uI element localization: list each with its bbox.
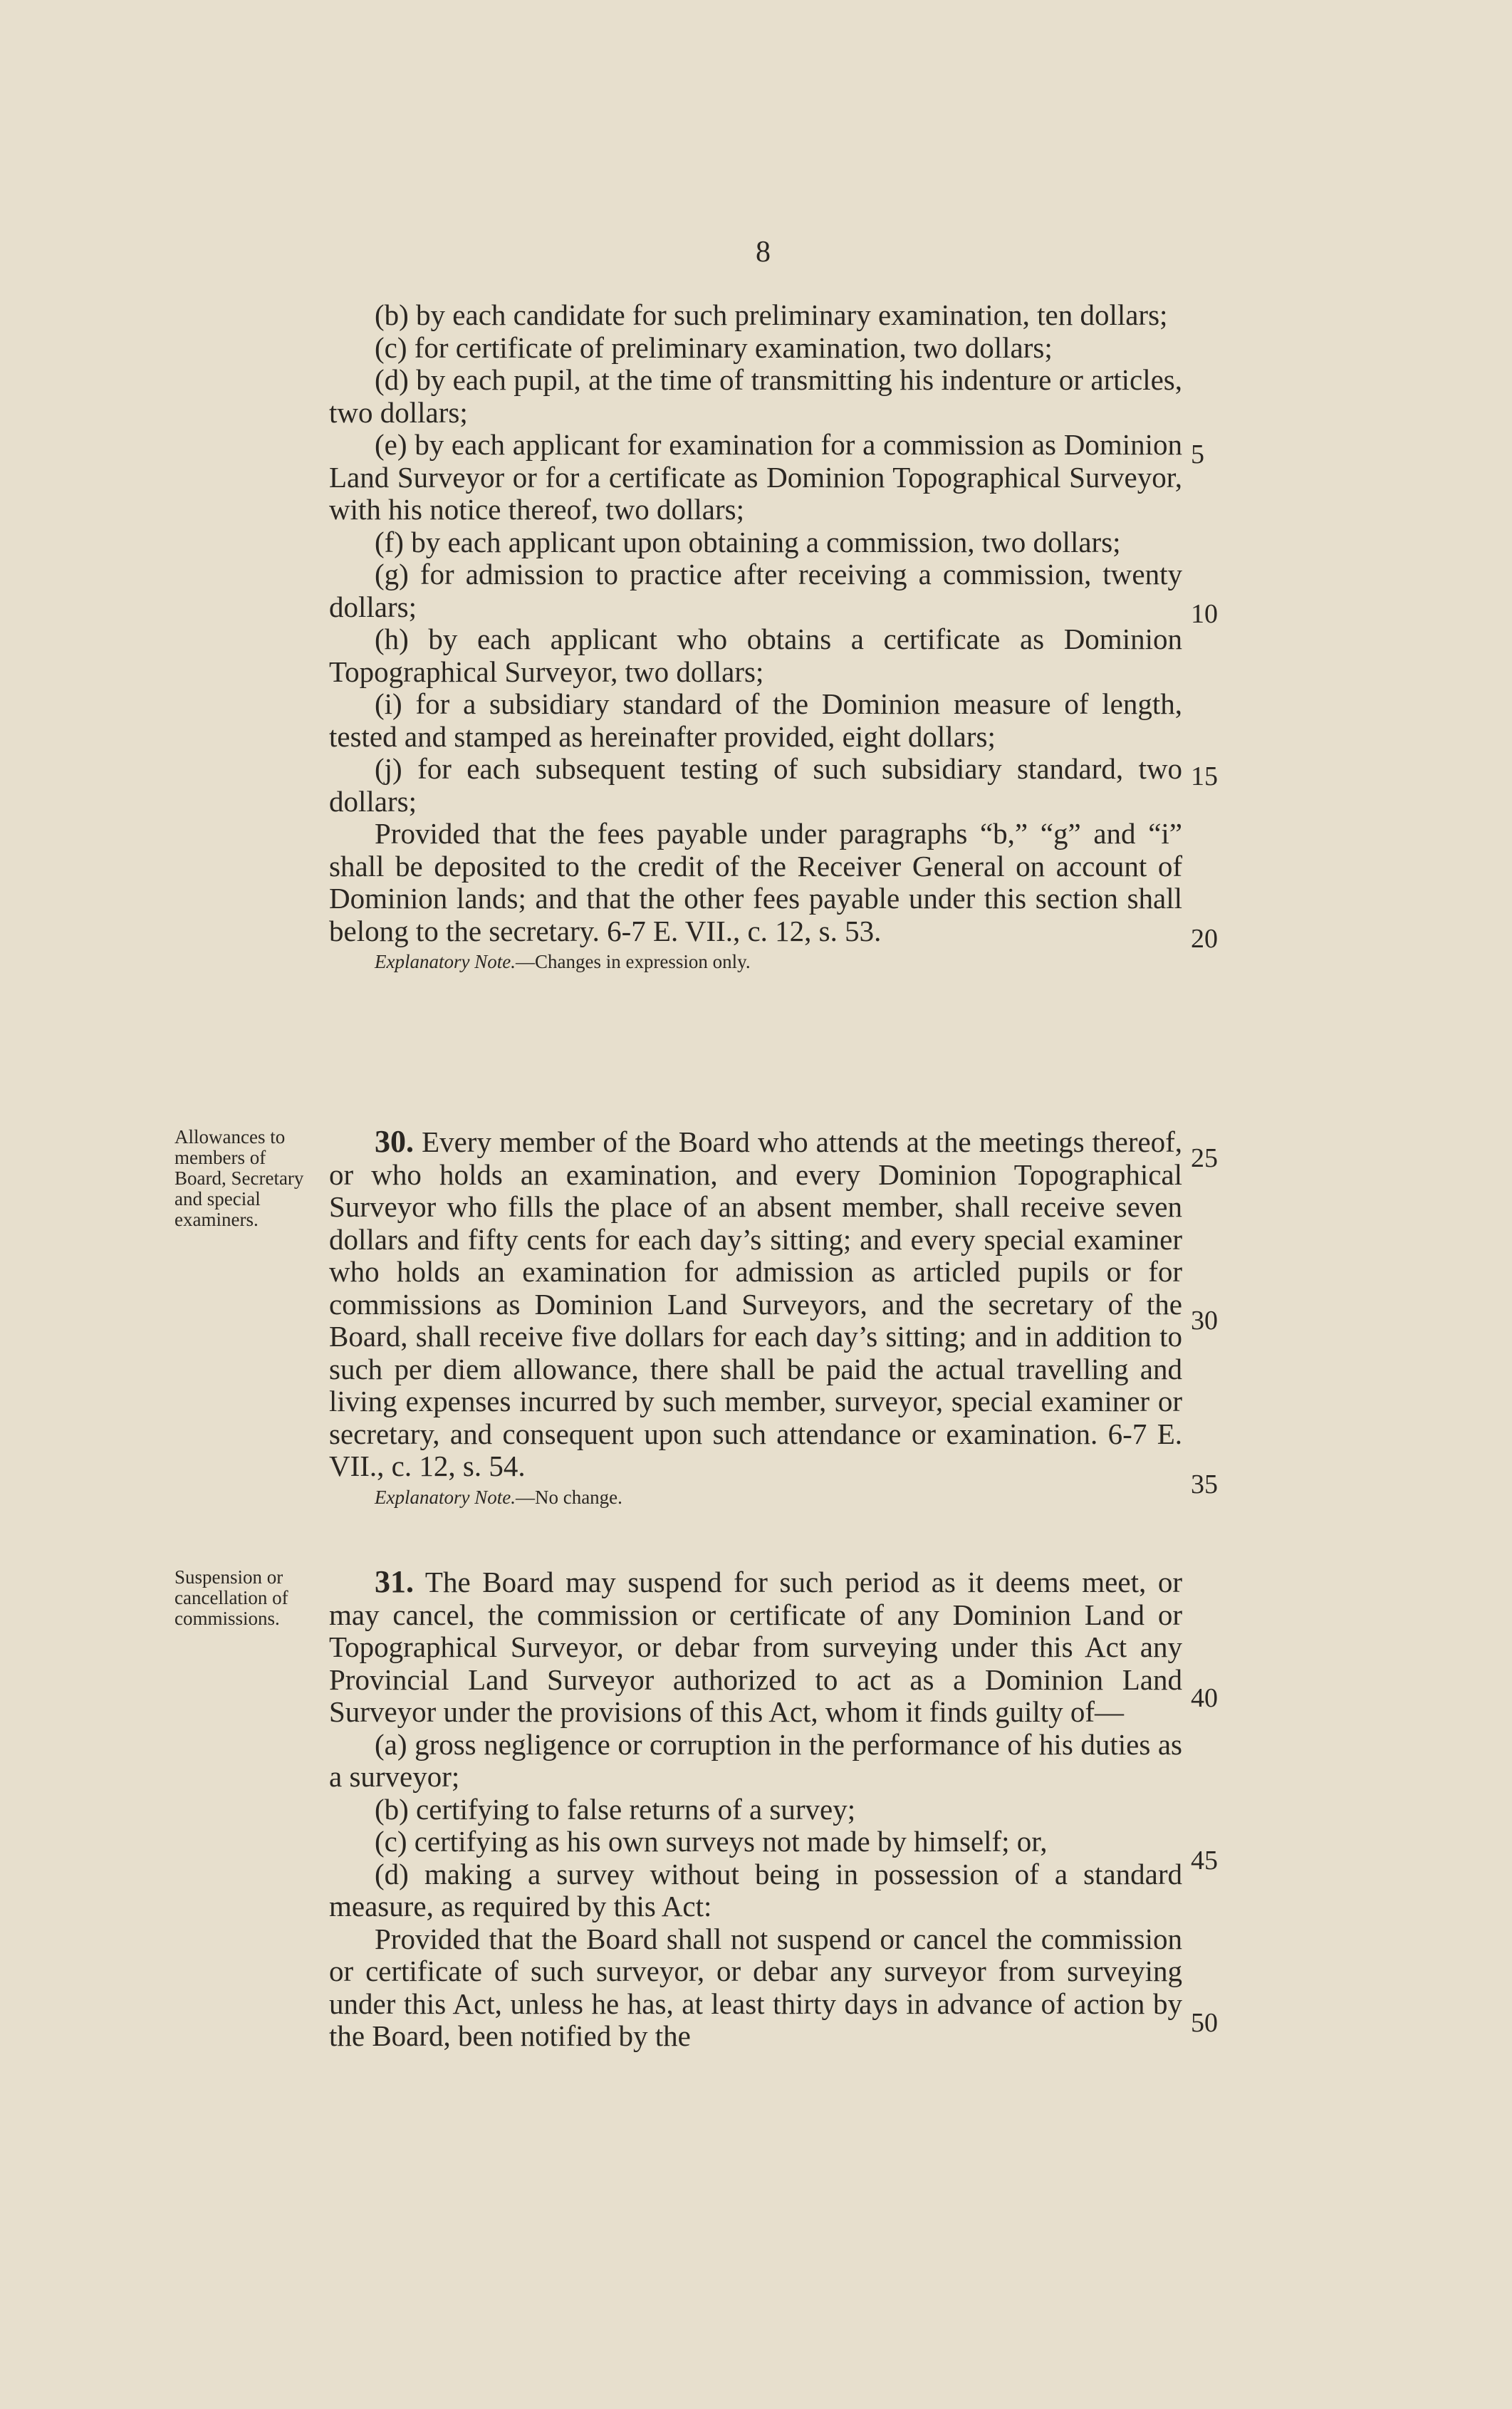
note-text: —Changes in expression only. [515,951,751,972]
line-number: 45 [1191,1846,1218,1875]
note-text: —No change. [515,1486,622,1508]
page-number: 8 [756,236,771,269]
list-item: (j) for each subsequent testing of such subsidiary standard, two dollars; [329,752,1182,818]
line-number: 40 [1191,1683,1218,1713]
margin-note-section-30: Allowances to members of Board, Secretary and special examiners. [174,1126,304,1230]
section-31 [329,1566,1182,2053]
section-body: The Board may suspend for such period as it deems meet, or may cancel, the commission or certificate of any Dominion Land or Topographical Surveyor, or debar from surveying under this Act any Provincial Land Surveyor authorized to act as a Dominion Land Surveyor under the provisions of this Act, whom it finds guilty of— [329,1566,1182,1728]
explanatory-note [329,947,1182,976]
line-number: 15 [1191,761,1218,791]
line-number: 20 [1191,924,1218,954]
section-number: 30. [375,1124,414,1159]
list-item: (g) for admission to practice after receiving a commission, twenty dollars; [329,558,1182,623]
section-30 [329,1125,1182,1512]
section-number: 31. [375,1564,414,1599]
list-item: (i) for a subsidiary standard of the Dominion measure of length, tested and stamped as hereinafter provided, eight dollars; [329,687,1182,753]
note-label: Explanatory Note. [375,951,516,972]
proviso-paragraph: Provided that the fees payable under paragraphs “b,” “g” and “i” shall be deposited to the credit of the Receiver General on account of Dominion lands; and that the other fees payable under this section shall belong to the secretary. 6-7 E. VII., c. 12, s. 53. [329,817,1182,947]
section-31-text [329,1566,1182,1729]
fees-list-continuation [329,299,1182,976]
list-item: (b) certifying to false returns of a survey; [375,1792,856,1826]
list-item: (a) gross negligence or corruption in the performance of his duties as a surveyor; [329,1727,1182,1793]
list-item: (d) by each pupil, at the time of transmitting his indenture or articles, two dollars; [329,363,1182,429]
section-30-text [329,1125,1182,1483]
list-item: (h) by each applicant who obtains a certificate as Dominion Topographical Surveyor, two dollars; [329,623,1182,688]
line-number: 25 [1191,1143,1218,1173]
line-number: 5 [1191,439,1204,469]
list-item: (e) by each applicant for examination for a commission as Dominion Land Surveyor or for a certificate as Dominion Topographical Surveyor, with his notice thereof, two dollars; [329,428,1182,526]
note-label: Explanatory Note. [375,1486,516,1508]
list-item: (c) certifying as his own surveys not made by himself; or, [375,1825,1048,1858]
explanatory-note [329,1483,1182,1512]
line-number: 10 [1191,599,1218,629]
list-item: (d) making a survey without being in possession of a standard measure, as required by this Act: [329,1857,1182,1922]
proviso-paragraph: Provided that the Board shall not suspend or cancel the commission or certificate of such surveyor, or debar any surveyor from surveying under this Act, unless he has, at least thirty days in advance of action by the Board, been notified by the [329,1922,1182,2052]
margin-note-section-31: Suspension or cancellation of commissions. [174,1566,288,1629]
line-number: 50 [1191,2008,1218,2038]
list-item: (f) by each applicant upon obtaining a commission, two dollars; [375,525,1121,558]
line-number: 30 [1191,1306,1218,1336]
line-number: 35 [1191,1469,1218,1499]
list-item: (c) for certificate of preliminary examination, two dollars; [375,331,1053,364]
list-item: (b) by each candidate for such preliminary examination, ten dollars; [375,298,1168,331]
section-body: Every member of the Board who attends at the meetings thereof, or who holds an examination, and every Dominion Topographical Surveyor who fills the place of an absent member, shall receive seven dollars and fifty cents for each day’s sitting; and every special examiner who holds an examination for admission as articled pupils or for commissions as Dominion Land Surveyors, and the secretary of the Board, shall receive five dollars for each day’s sitting; and in addition to such per diem allowance, there shall be paid the actual travelling and living expenses incurred by such member, surveyor, special examiner or secretary, and consequent upon such attendance or examination. 6-7 E. VII., c. 12, s. 54. [329,1125,1182,1482]
